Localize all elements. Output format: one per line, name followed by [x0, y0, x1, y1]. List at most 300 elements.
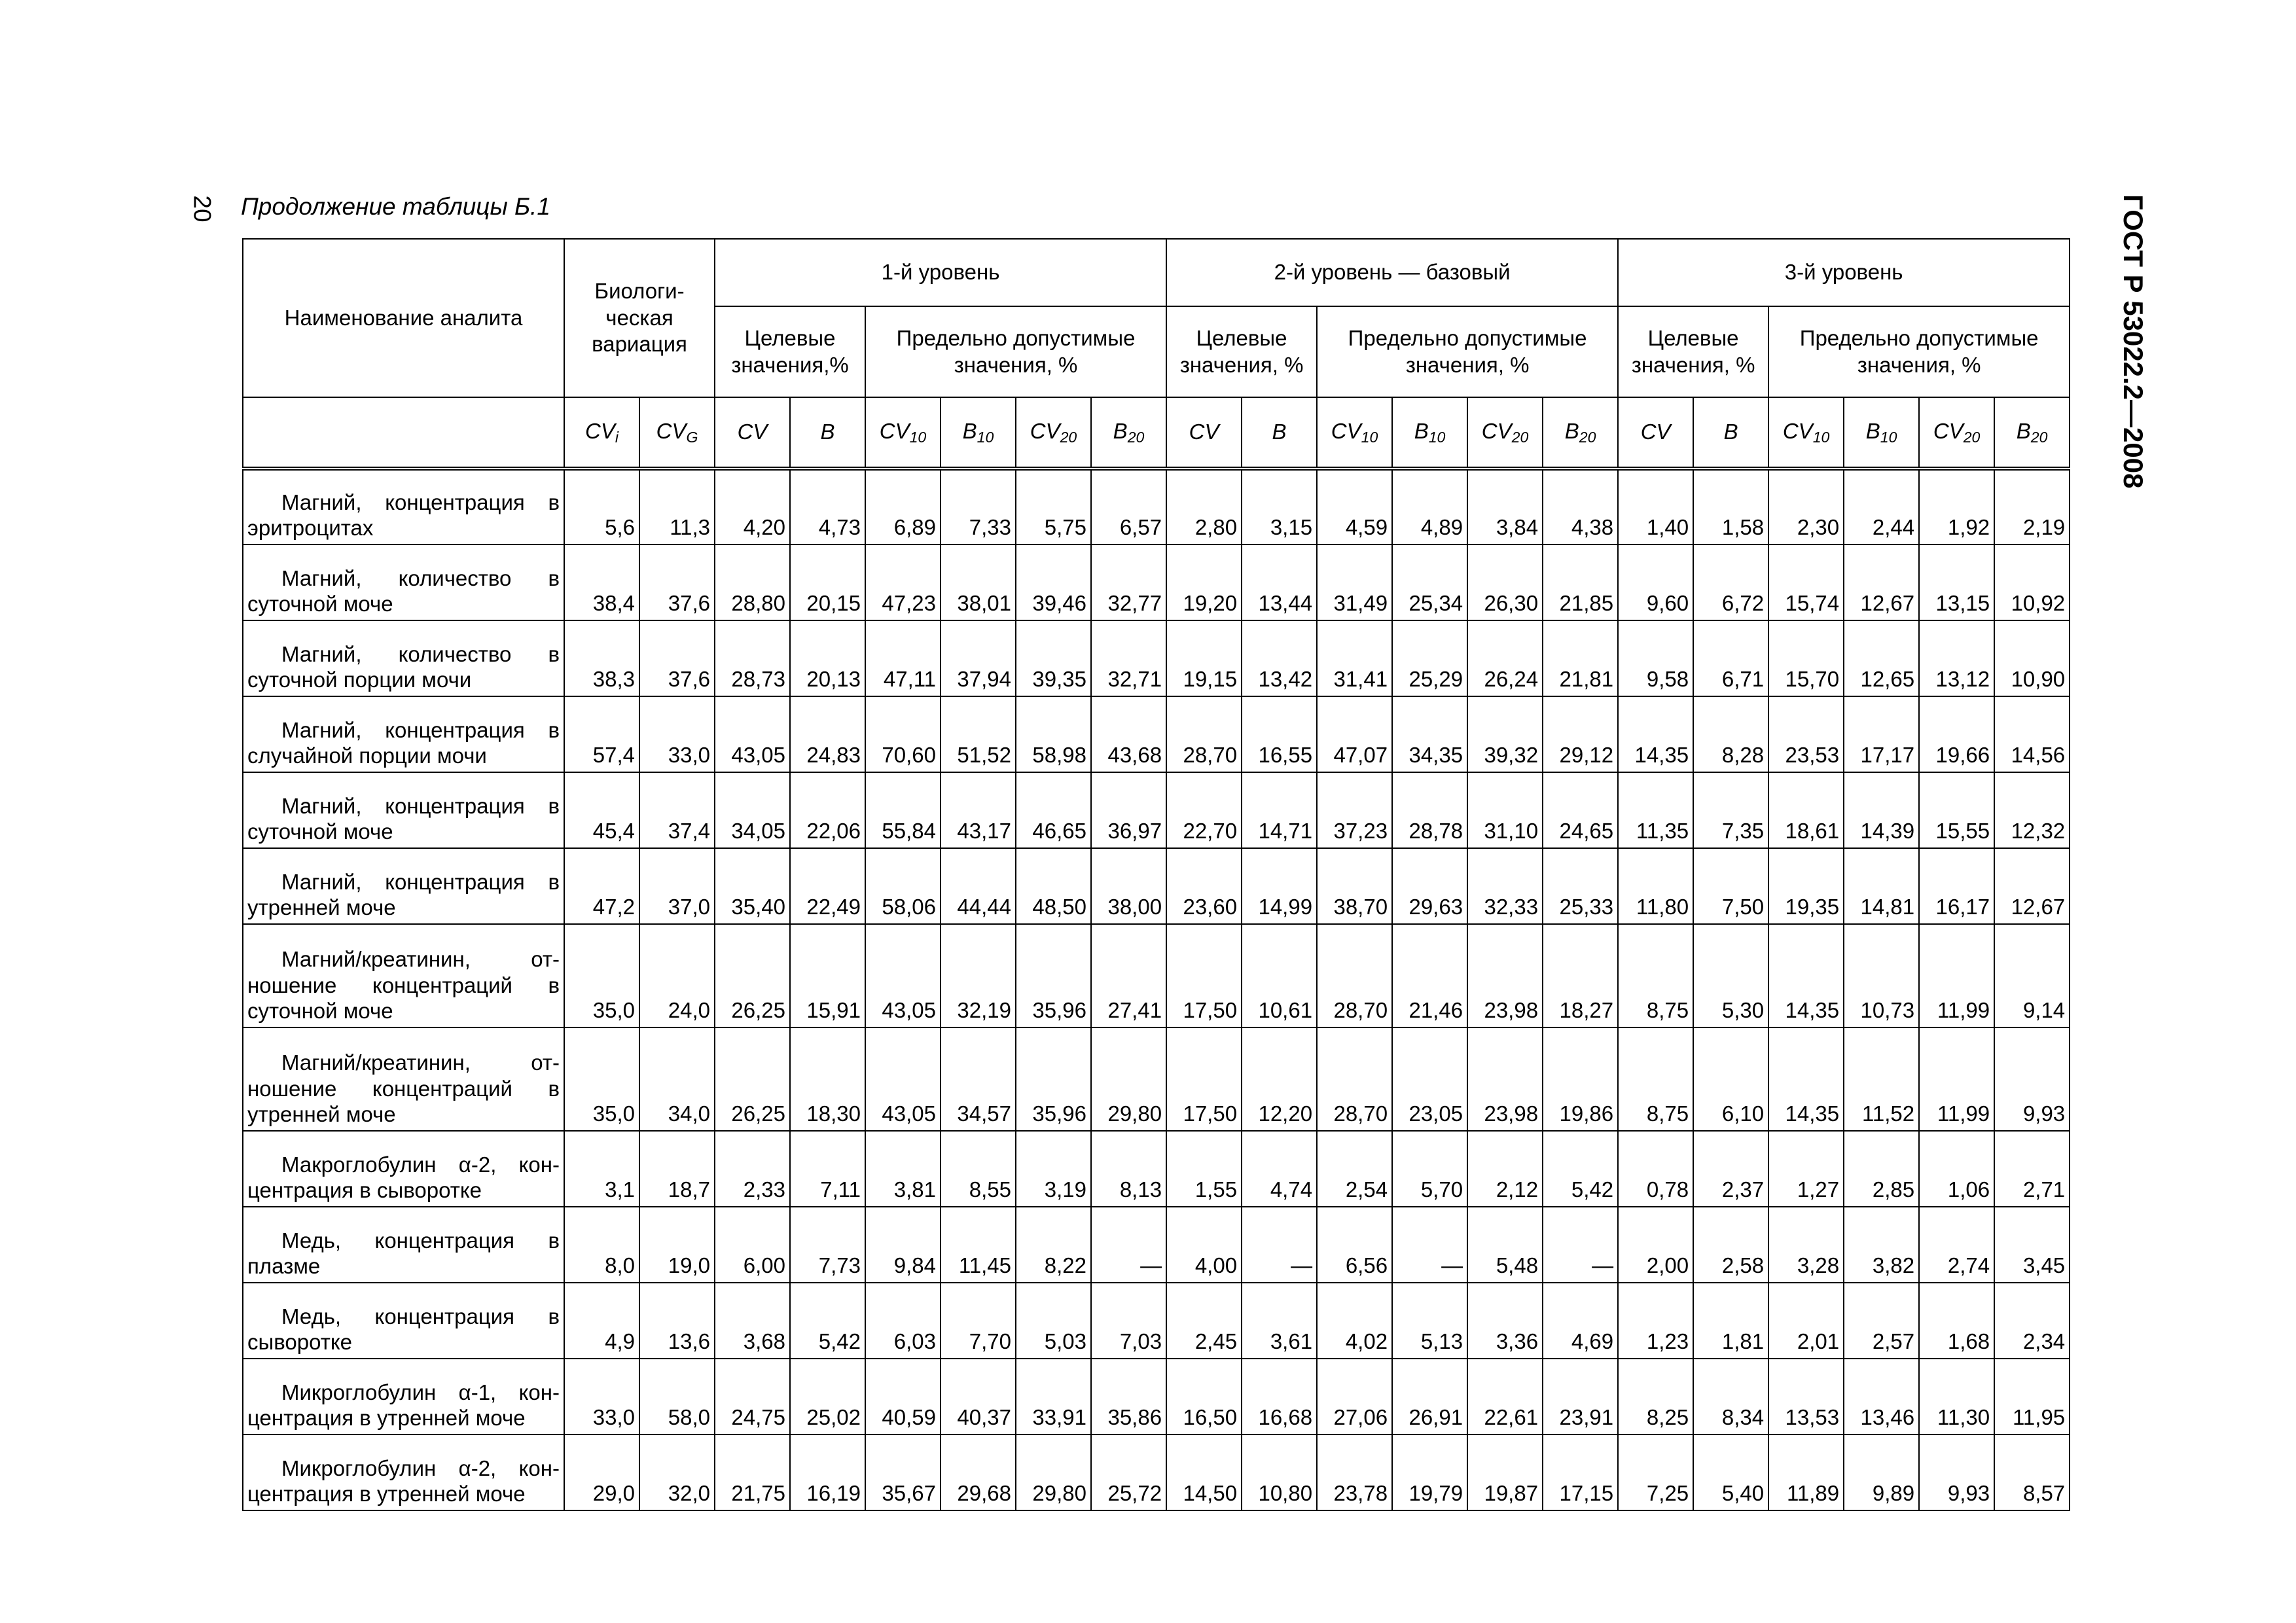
value-cell: 8,0 — [564, 1207, 639, 1283]
value-cell: 3,81 — [865, 1131, 941, 1207]
value-cell: 35,0 — [564, 924, 639, 1027]
value-cell: 35,0 — [564, 1027, 639, 1131]
value-cell: 2,45 — [1166, 1283, 1242, 1359]
value-cell: 28,80 — [715, 544, 790, 620]
table-row — [243, 924, 2070, 1027]
value-cell: 1,27 — [1768, 1131, 1844, 1207]
value-cell: 25,29 — [1392, 620, 1467, 696]
value-cell: 5,30 — [1693, 924, 1768, 1027]
col-cv20-l1: $CV_{20}$ — [1016, 397, 1091, 469]
value-cell: 58,98 — [1016, 696, 1091, 772]
value-cell: 19,66 — [1919, 696, 1994, 772]
value-cell: 29,63 — [1392, 848, 1467, 924]
value-cell: 4,9 — [564, 1283, 639, 1359]
value-cell: 25,72 — [1091, 1435, 1166, 1510]
value-cell: 4,00 — [1166, 1207, 1242, 1283]
value-cell: — — [1392, 1207, 1467, 1283]
value-cell: 16,68 — [1242, 1359, 1317, 1435]
value-cell: 9,93 — [1994, 1027, 2070, 1131]
page-number: 20 — [188, 195, 216, 223]
value-cell: 2,34 — [1994, 1283, 2070, 1359]
table-row — [243, 848, 2070, 924]
value-cell: 22,06 — [790, 772, 865, 848]
value-cell: 13,15 — [1919, 544, 1994, 620]
analyte-name: Макроглобулин α-2, кон-центрация в сыворотке — [243, 1131, 564, 1207]
value-cell: 44,44 — [941, 848, 1016, 924]
value-cell: 9,60 — [1618, 544, 1693, 620]
value-cell: 7,33 — [941, 469, 1016, 544]
analyte-name: Магний, концентрация в утренней моче — [243, 848, 564, 924]
value-cell: 33,91 — [1016, 1359, 1091, 1435]
value-cell: 21,46 — [1392, 924, 1467, 1027]
target-values-header-3: Целевые значения, % — [1618, 306, 1768, 397]
value-cell: 9,84 — [865, 1207, 941, 1283]
value-cell: 4,73 — [790, 469, 865, 544]
value-cell: 8,57 — [1994, 1435, 2070, 1510]
value-cell: 5,03 — [1016, 1283, 1091, 1359]
value-cell: 17,15 — [1543, 1435, 1618, 1510]
table-row — [243, 772, 2070, 848]
value-cell: 31,10 — [1467, 772, 1543, 848]
value-cell: 28,70 — [1317, 924, 1392, 1027]
value-cell: 26,24 — [1467, 620, 1543, 696]
value-cell: 4,74 — [1242, 1131, 1317, 1207]
value-cell: 6,10 — [1693, 1027, 1768, 1131]
value-cell: 23,05 — [1392, 1027, 1467, 1131]
value-cell: 21,75 — [715, 1435, 790, 1510]
value-cell: 17,50 — [1166, 924, 1242, 1027]
value-cell: 8,25 — [1618, 1359, 1693, 1435]
value-cell: 8,13 — [1091, 1131, 1166, 1207]
value-cell: 8,75 — [1618, 924, 1693, 1027]
value-cell: 19,20 — [1166, 544, 1242, 620]
value-cell: 46,65 — [1016, 772, 1091, 848]
analyte-header: Наименование аналита — [243, 239, 564, 397]
col-b10-l3: $B_{10}$ — [1844, 397, 1919, 469]
value-cell: 20,15 — [790, 544, 865, 620]
value-cell: 3,1 — [564, 1131, 639, 1207]
value-cell: 15,74 — [1768, 544, 1844, 620]
value-cell: 8,34 — [1693, 1359, 1768, 1435]
value-cell: 24,75 — [715, 1359, 790, 1435]
value-cell: 5,13 — [1392, 1283, 1467, 1359]
table-header — [243, 239, 2070, 469]
value-cell: 6,57 — [1091, 469, 1166, 544]
value-cell: 28,70 — [1166, 696, 1242, 772]
value-cell: 11,35 — [1618, 772, 1693, 848]
level-2-header: 2-й уровень — базовый — [1166, 239, 1618, 306]
analyte-name: Магний, концентрация в случайной порции мочи — [243, 696, 564, 772]
value-cell: 17,50 — [1166, 1027, 1242, 1131]
limit-values-header-1: Предельно допустимые значения, % — [865, 306, 1166, 397]
col-cvi: $CV_i$ — [564, 397, 639, 469]
value-cell: 5,42 — [1543, 1131, 1618, 1207]
value-cell: 58,0 — [639, 1359, 715, 1435]
analyte-header-spacer — [243, 397, 564, 469]
value-cell: 32,71 — [1091, 620, 1166, 696]
table-row — [243, 620, 2070, 696]
value-cell: 7,25 — [1618, 1435, 1693, 1510]
value-cell: 23,91 — [1543, 1359, 1618, 1435]
value-cell: 7,73 — [790, 1207, 865, 1283]
value-cell: 28,70 — [1317, 1027, 1392, 1131]
value-cell: 5,48 — [1467, 1207, 1543, 1283]
data-table — [242, 238, 2070, 1511]
value-cell: 18,27 — [1543, 924, 1618, 1027]
value-cell: 22,49 — [790, 848, 865, 924]
value-cell: 14,56 — [1994, 696, 2070, 772]
value-cell: 7,35 — [1693, 772, 1768, 848]
value-cell: 29,12 — [1543, 696, 1618, 772]
value-cell: 5,6 — [564, 469, 639, 544]
value-cell: 23,98 — [1467, 1027, 1543, 1131]
value-cell: 26,25 — [715, 924, 790, 1027]
value-cell: 31,49 — [1317, 544, 1392, 620]
value-cell: 10,90 — [1994, 620, 2070, 696]
value-cell: 47,23 — [865, 544, 941, 620]
value-cell: 10,61 — [1242, 924, 1317, 1027]
value-cell: 11,99 — [1919, 924, 1994, 1027]
value-cell: 29,80 — [1016, 1435, 1091, 1510]
analyte-name: Магний, концентрация в суточной моче — [243, 772, 564, 848]
value-cell: 40,37 — [941, 1359, 1016, 1435]
col-cv10-l2: $CV_{10}$ — [1317, 397, 1392, 469]
value-cell: 33,0 — [639, 696, 715, 772]
value-cell: 38,01 — [941, 544, 1016, 620]
value-cell: 11,3 — [639, 469, 715, 544]
value-cell: 28,78 — [1392, 772, 1467, 848]
value-cell: 25,34 — [1392, 544, 1467, 620]
value-cell: 43,05 — [715, 696, 790, 772]
value-cell: 34,35 — [1392, 696, 1467, 772]
value-cell: 24,83 — [790, 696, 865, 772]
col-cv-l3: CV — [1618, 397, 1693, 469]
value-cell: 37,6 — [639, 620, 715, 696]
value-cell: 38,00 — [1091, 848, 1166, 924]
value-cell: 43,68 — [1091, 696, 1166, 772]
value-cell: 19,35 — [1768, 848, 1844, 924]
col-b20-l3: $B_{20}$ — [1994, 397, 2070, 469]
value-cell: 6,03 — [865, 1283, 941, 1359]
analyte-name: Медь, концентрация в плазме — [243, 1207, 564, 1283]
analyte-name: Магний, количество в суточной моче — [243, 544, 564, 620]
value-cell: 47,11 — [865, 620, 941, 696]
value-cell: 1,58 — [1693, 469, 1768, 544]
value-cell: 35,67 — [865, 1435, 941, 1510]
value-cell: 9,14 — [1994, 924, 2070, 1027]
col-b-l1: B — [790, 397, 865, 469]
value-cell: 7,11 — [790, 1131, 865, 1207]
standard-designation: ГОСТ Р 53022.2—2008 — [2118, 194, 2149, 489]
value-cell: 15,55 — [1919, 772, 1994, 848]
value-cell: 14,39 — [1844, 772, 1919, 848]
bio-variation-header: Биологи-ческая вариация — [564, 239, 715, 397]
value-cell: 35,86 — [1091, 1359, 1166, 1435]
value-cell: 8,55 — [941, 1131, 1016, 1207]
value-cell: 1,92 — [1919, 469, 1994, 544]
value-cell: 34,0 — [639, 1027, 715, 1131]
value-cell: 25,02 — [790, 1359, 865, 1435]
value-cell: 38,4 — [564, 544, 639, 620]
value-cell: 55,84 — [865, 772, 941, 848]
value-cell: 37,6 — [639, 544, 715, 620]
value-cell: 23,60 — [1166, 848, 1242, 924]
value-cell: 13,12 — [1919, 620, 1994, 696]
value-cell: 19,79 — [1392, 1435, 1467, 1510]
value-cell: 32,33 — [1467, 848, 1543, 924]
analyte-name: Микроглобулин α-1, кон-центрация в утренней моче — [243, 1359, 564, 1435]
table-row — [243, 544, 2070, 620]
value-cell: 48,50 — [1016, 848, 1091, 924]
value-cell: 22,70 — [1166, 772, 1242, 848]
value-cell: 5,42 — [790, 1283, 865, 1359]
value-cell: 11,45 — [941, 1207, 1016, 1283]
value-cell: 32,19 — [941, 924, 1016, 1027]
value-cell: 16,19 — [790, 1435, 865, 1510]
value-cell: 39,35 — [1016, 620, 1091, 696]
value-cell: 37,4 — [639, 772, 715, 848]
value-cell: 4,38 — [1543, 469, 1618, 544]
value-cell: 18,30 — [790, 1027, 865, 1131]
value-cell: 35,96 — [1016, 924, 1091, 1027]
value-cell: 2,19 — [1994, 469, 2070, 544]
value-cell: 15,70 — [1768, 620, 1844, 696]
value-cell: 3,82 — [1844, 1207, 1919, 1283]
value-cell: — — [1242, 1207, 1317, 1283]
value-cell: 14,99 — [1242, 848, 1317, 924]
col-b-l2: B — [1242, 397, 1317, 469]
value-cell: 1,06 — [1919, 1131, 1994, 1207]
value-cell: 18,61 — [1768, 772, 1844, 848]
table-row — [243, 696, 2070, 772]
value-cell: 1,23 — [1618, 1283, 1693, 1359]
value-cell: 36,97 — [1091, 772, 1166, 848]
value-cell: 11,95 — [1994, 1359, 2070, 1435]
value-cell: 6,00 — [715, 1207, 790, 1283]
value-cell: 26,91 — [1392, 1359, 1467, 1435]
value-cell: 9,89 — [1844, 1435, 1919, 1510]
value-cell: 70,60 — [865, 696, 941, 772]
value-cell: 43,05 — [865, 1027, 941, 1131]
value-cell: 15,91 — [790, 924, 865, 1027]
table-body — [243, 469, 2070, 1510]
value-cell: 11,80 — [1618, 848, 1693, 924]
table-row — [243, 1131, 2070, 1207]
value-cell: 1,40 — [1618, 469, 1693, 544]
value-cell: 38,3 — [564, 620, 639, 696]
value-cell: 6,72 — [1693, 544, 1768, 620]
value-cell: 2,37 — [1693, 1131, 1768, 1207]
value-cell: 12,20 — [1242, 1027, 1317, 1131]
col-b10-l1: $B_{10}$ — [941, 397, 1016, 469]
level-1-header: 1-й уровень — [715, 239, 1166, 306]
value-cell: 19,86 — [1543, 1027, 1618, 1131]
analyte-name: Магний, концентрация в эритроцитах — [243, 469, 564, 544]
analyte-name: Магний, количество в суточной порции мочи — [243, 620, 564, 696]
value-cell: 3,15 — [1242, 469, 1317, 544]
value-cell: 35,40 — [715, 848, 790, 924]
value-cell: 21,85 — [1543, 544, 1618, 620]
value-cell: 29,80 — [1091, 1027, 1166, 1131]
value-cell: 43,17 — [941, 772, 1016, 848]
value-cell: 4,02 — [1317, 1283, 1392, 1359]
value-cell: 2,74 — [1919, 1207, 1994, 1283]
value-cell: 47,07 — [1317, 696, 1392, 772]
level-3-header: 3-й уровень — [1618, 239, 2070, 306]
value-cell: 20,13 — [790, 620, 865, 696]
value-cell: 0,78 — [1618, 1131, 1693, 1207]
value-cell: 10,73 — [1844, 924, 1919, 1027]
table-row — [243, 469, 2070, 544]
value-cell: 4,20 — [715, 469, 790, 544]
col-b20-l1: $B_{20}$ — [1091, 397, 1166, 469]
col-cv20-l2: $CV_{20}$ — [1467, 397, 1543, 469]
table-row — [243, 1283, 2070, 1359]
value-cell: 8,75 — [1618, 1027, 1693, 1131]
value-cell: 14,35 — [1768, 1027, 1844, 1131]
limit-values-header-2: Предельно допустимые значения, % — [1317, 306, 1618, 397]
value-cell: 8,22 — [1016, 1207, 1091, 1283]
value-cell: 3,45 — [1994, 1207, 2070, 1283]
value-cell: 14,35 — [1768, 924, 1844, 1027]
value-cell: 39,32 — [1467, 696, 1543, 772]
table-caption: Продолжение таблицы Б.1 — [241, 193, 550, 220]
value-cell: 29,0 — [564, 1435, 639, 1510]
value-cell: 6,56 — [1317, 1207, 1392, 1283]
col-cv20-l3: $CV_{20}$ — [1919, 397, 1994, 469]
value-cell: 12,67 — [1994, 848, 2070, 924]
value-cell: 10,92 — [1994, 544, 2070, 620]
value-cell: 23,53 — [1768, 696, 1844, 772]
value-cell: 16,50 — [1166, 1359, 1242, 1435]
value-cell: 12,65 — [1844, 620, 1919, 696]
value-cell: 19,0 — [639, 1207, 715, 1283]
value-cell: 29,68 — [941, 1435, 1016, 1510]
value-cell: 23,78 — [1317, 1435, 1392, 1510]
analyte-name: Магний/креатинин, от-ношение концентраций в суточной моче — [243, 924, 564, 1027]
table-row — [243, 1359, 2070, 1435]
value-cell: 2,80 — [1166, 469, 1242, 544]
value-cell: 14,35 — [1618, 696, 1693, 772]
value-cell: 25,33 — [1543, 848, 1618, 924]
analyte-name: Медь, концентрация в сыворотке — [243, 1283, 564, 1359]
value-cell: 11,89 — [1768, 1435, 1844, 1510]
value-cell: 1,81 — [1693, 1283, 1768, 1359]
value-cell: 32,0 — [639, 1435, 715, 1510]
value-cell: 18,7 — [639, 1131, 715, 1207]
value-cell: 26,30 — [1467, 544, 1543, 620]
value-cell: — — [1543, 1207, 1618, 1283]
value-cell: 32,77 — [1091, 544, 1166, 620]
value-cell: 57,4 — [564, 696, 639, 772]
value-cell: 6,89 — [865, 469, 941, 544]
target-values-header-2: Целевые значения, % — [1166, 306, 1317, 397]
value-cell: 26,25 — [715, 1027, 790, 1131]
value-cell: 2,58 — [1693, 1207, 1768, 1283]
value-cell: 8,28 — [1693, 696, 1768, 772]
value-cell: 33,0 — [564, 1359, 639, 1435]
value-cell: 4,89 — [1392, 469, 1467, 544]
col-cv10-l3: $CV_{10}$ — [1768, 397, 1844, 469]
value-cell: 1,55 — [1166, 1131, 1242, 1207]
value-cell: 2,54 — [1317, 1131, 1392, 1207]
value-cell: — — [1091, 1207, 1166, 1283]
value-cell: 34,05 — [715, 772, 790, 848]
value-cell: 4,69 — [1543, 1283, 1618, 1359]
value-cell: 5,40 — [1693, 1435, 1768, 1510]
value-cell: 12,32 — [1994, 772, 2070, 848]
table-row — [243, 1435, 2070, 1510]
value-cell: 47,2 — [564, 848, 639, 924]
col-cv10-l1: $CV_{10}$ — [865, 397, 941, 469]
value-cell: 3,28 — [1768, 1207, 1844, 1283]
table-row — [243, 1207, 2070, 1283]
value-cell: 13,53 — [1768, 1359, 1844, 1435]
value-cell: 37,0 — [639, 848, 715, 924]
value-cell: 13,6 — [639, 1283, 715, 1359]
analyte-name: Магний/креатинин, от-ношение концентраций в утренней моче — [243, 1027, 564, 1131]
value-cell: 16,55 — [1242, 696, 1317, 772]
value-cell: 11,52 — [1844, 1027, 1919, 1131]
value-cell: 13,44 — [1242, 544, 1317, 620]
value-cell: 35,96 — [1016, 1027, 1091, 1131]
value-cell: 2,30 — [1768, 469, 1844, 544]
value-cell: 7,50 — [1693, 848, 1768, 924]
value-cell: 3,68 — [715, 1283, 790, 1359]
value-cell: 13,42 — [1242, 620, 1317, 696]
value-cell: 7,03 — [1091, 1283, 1166, 1359]
col-b-l3: B — [1693, 397, 1768, 469]
col-cv-l2: CV — [1166, 397, 1242, 469]
value-cell: 4,59 — [1317, 469, 1392, 544]
value-cell: 31,41 — [1317, 620, 1392, 696]
analyte-name: Микроглобулин α-2, кон-центрация в утренней моче — [243, 1435, 564, 1510]
limit-values-header-3: Предельно допустимые значения, % — [1768, 306, 2070, 397]
value-cell: 16,17 — [1919, 848, 1994, 924]
value-cell: 14,81 — [1844, 848, 1919, 924]
value-cell: 21,81 — [1543, 620, 1618, 696]
value-cell: 9,58 — [1618, 620, 1693, 696]
value-cell: 2,00 — [1618, 1207, 1693, 1283]
value-cell: 19,15 — [1166, 620, 1242, 696]
value-cell: 2,33 — [715, 1131, 790, 1207]
value-cell: 27,41 — [1091, 924, 1166, 1027]
value-cell: 6,71 — [1693, 620, 1768, 696]
value-cell: 28,73 — [715, 620, 790, 696]
value-cell: 3,84 — [1467, 469, 1543, 544]
col-cvg: $CV_G$ — [639, 397, 715, 469]
value-cell: 5,75 — [1016, 469, 1091, 544]
value-cell: 2,01 — [1768, 1283, 1844, 1359]
value-cell: 43,05 — [865, 924, 941, 1027]
value-cell: 37,23 — [1317, 772, 1392, 848]
value-cell: 2,71 — [1994, 1131, 2070, 1207]
value-cell: 2,85 — [1844, 1131, 1919, 1207]
value-cell: 1,68 — [1919, 1283, 1994, 1359]
table-row — [243, 1027, 2070, 1131]
value-cell: 58,06 — [865, 848, 941, 924]
value-cell: 39,46 — [1016, 544, 1091, 620]
value-cell: 40,59 — [865, 1359, 941, 1435]
value-cell: 2,44 — [1844, 469, 1919, 544]
value-cell: 24,65 — [1543, 772, 1618, 848]
col-b20-l2: $B_{20}$ — [1543, 397, 1618, 469]
value-cell: 14,50 — [1166, 1435, 1242, 1510]
col-b10-l2: $B_{10}$ — [1392, 397, 1467, 469]
value-cell: 24,0 — [639, 924, 715, 1027]
target-values-header-1: Целевые значения,% — [715, 306, 865, 397]
value-cell: 14,71 — [1242, 772, 1317, 848]
